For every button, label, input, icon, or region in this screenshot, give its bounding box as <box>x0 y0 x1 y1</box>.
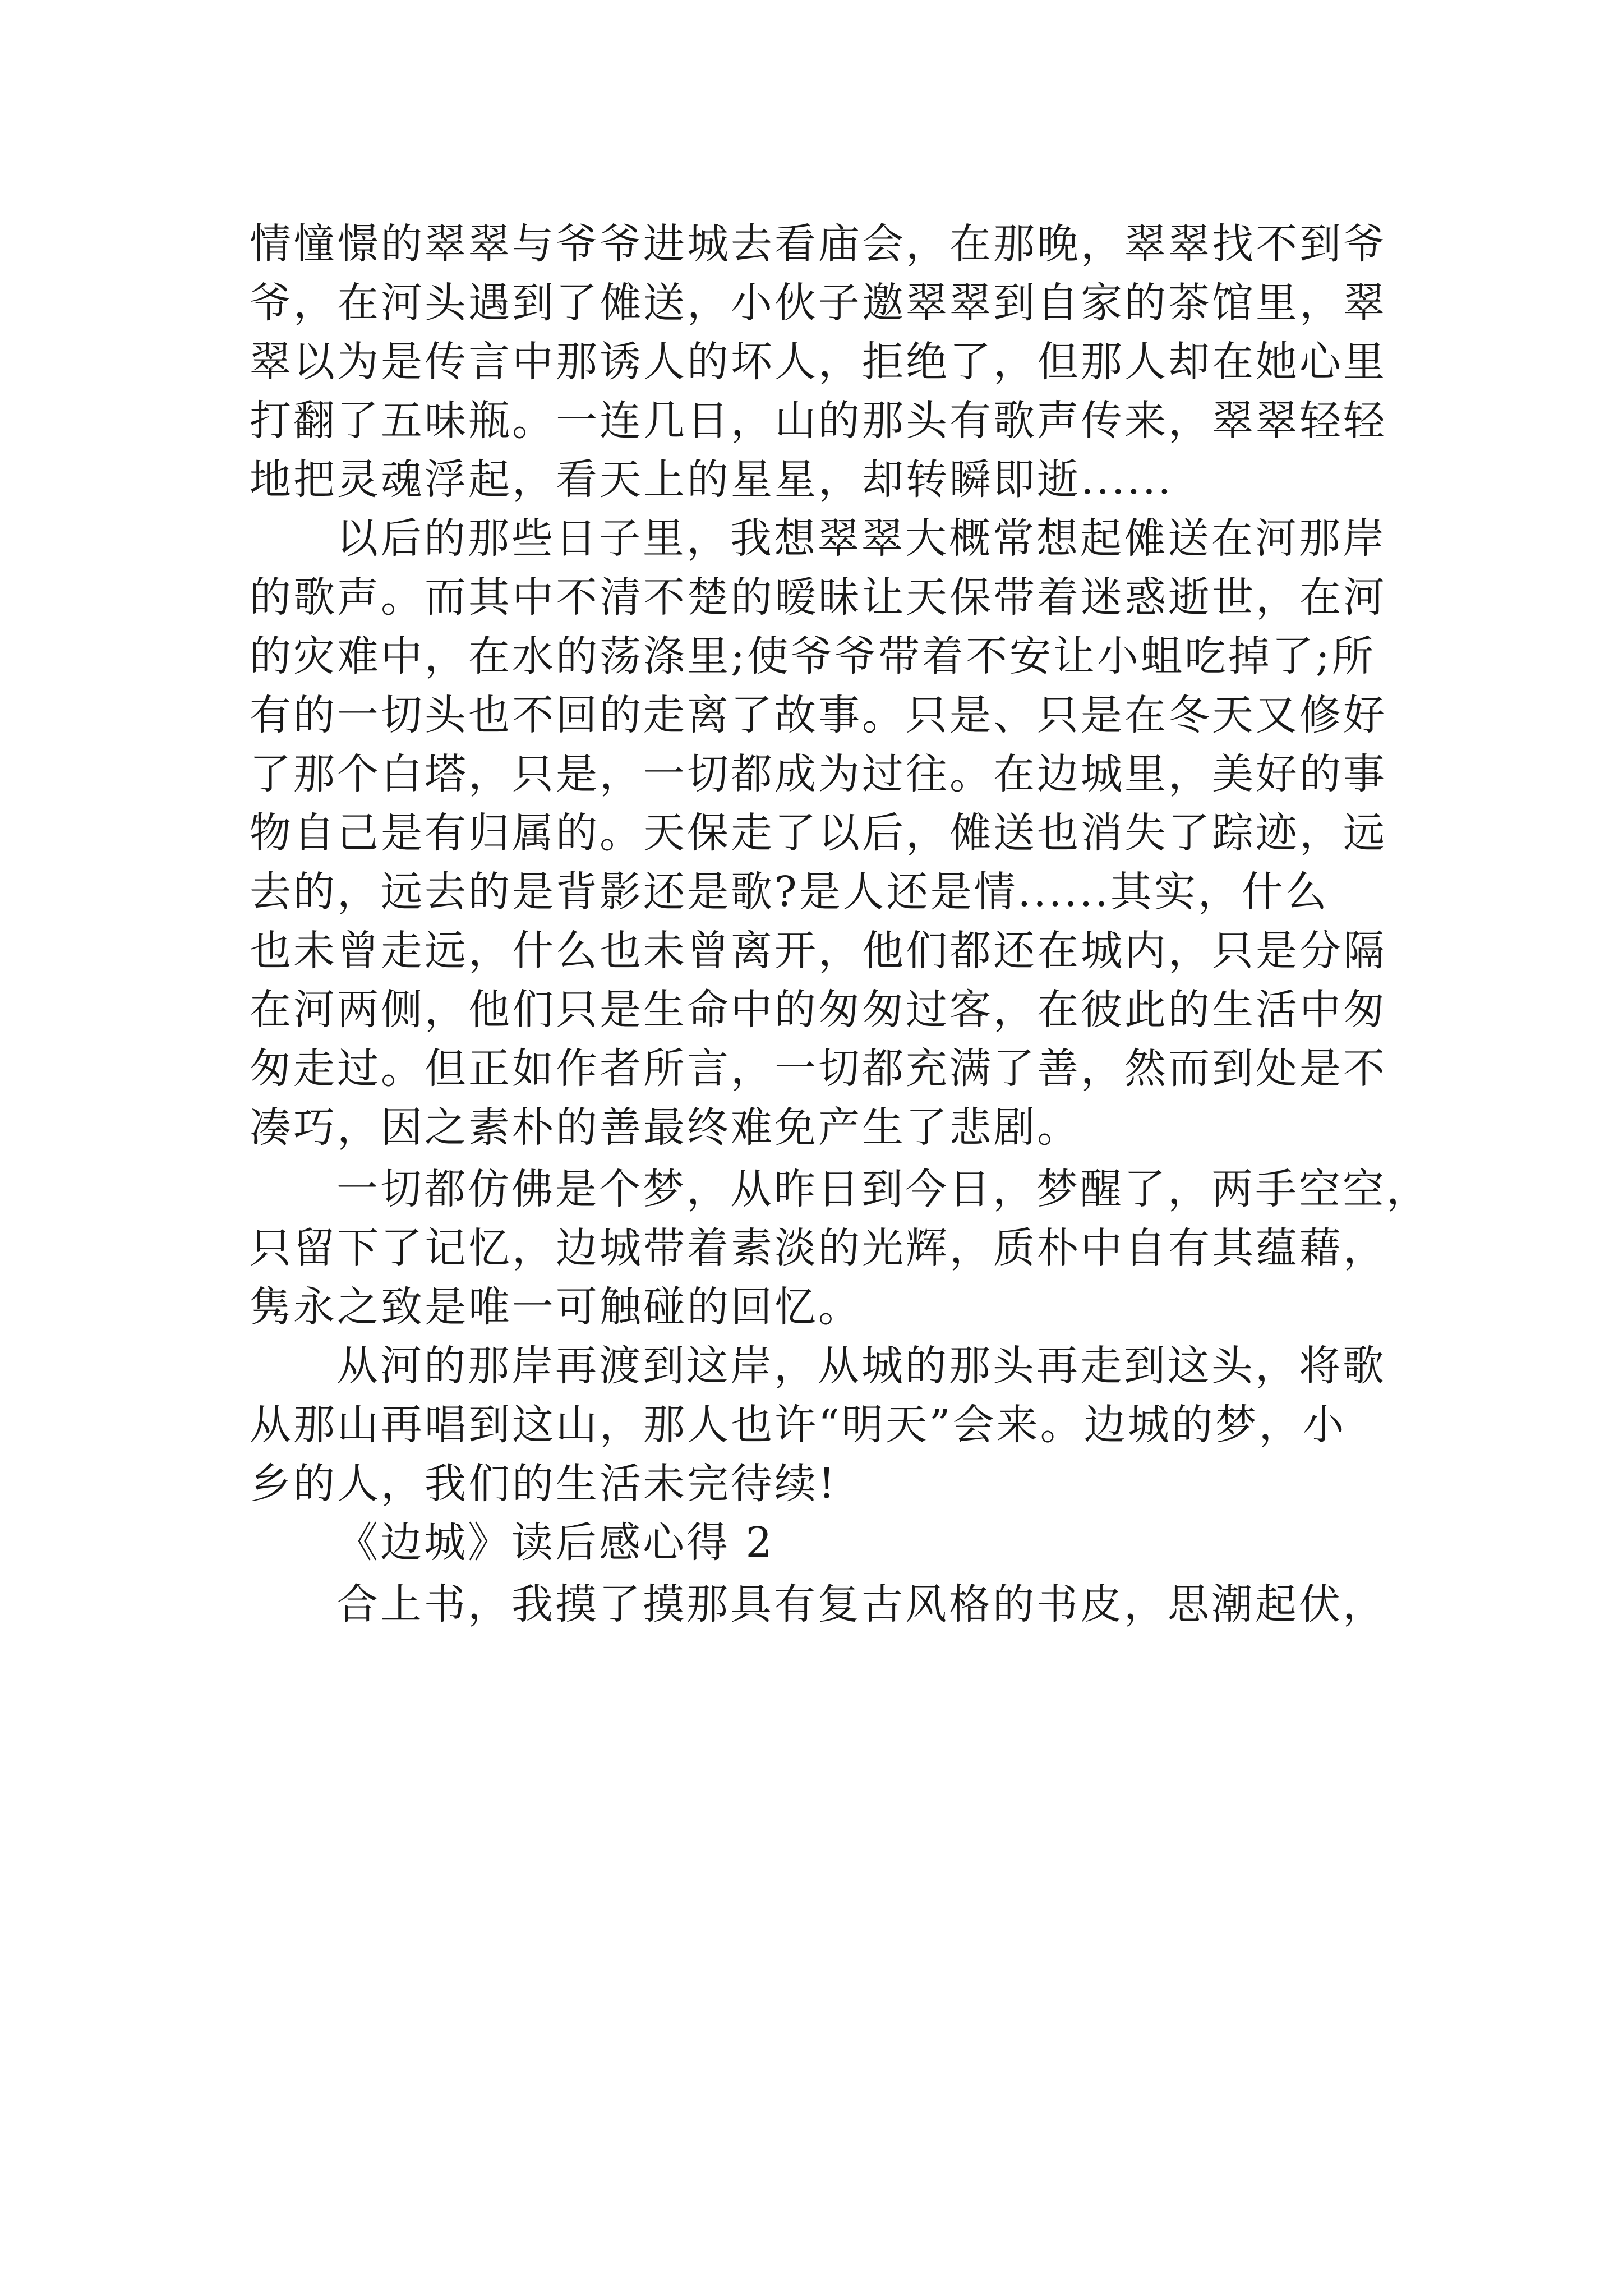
paragraph-2-line-11: 凑巧，因之素朴的善最终难免产生了悲剧。 <box>250 1103 1081 1152</box>
essay-heading: 《边城》读后感心得 2 <box>336 1519 774 1567</box>
paragraph-2-line-9: 在河两侧，他们只是生命中的匆匆过客，在彼此的生活中匆 <box>250 986 1387 1034</box>
paragraph-1-line-2: 爷，在河头遇到了傩送，小伙子邀翠翠到自家的茶馆里，翠 <box>250 279 1387 327</box>
paragraph-2-line-6: 物自己是有归属的。天保走了以后，傩送也消失了踪迹，远 <box>250 809 1387 857</box>
paragraph-1-line-5: 地把灵魂浮起，看天上的星星，却转瞬即逝...... <box>250 455 1174 504</box>
paragraph-2-line-3: 的灾难中，在水的荡涤里;使爷爷带着不安让小蛆吃掉了;所 <box>250 632 1376 680</box>
paragraph-2-line-8: 也未曾走远，什么也未曾离开，他们都还在城内，只是分隔 <box>250 927 1387 975</box>
paragraph-2-line-5: 了那个白塔，只是，一切都成为过往。在边城里，美好的事 <box>250 750 1387 798</box>
paragraph-6-line-1: 合上书，我摸了摸那具有复古风格的书皮，思潮起伏， <box>336 1580 1386 1628</box>
paragraph-1-line-1: 情憧憬的翠翠与爷爷进城去看庙会，在那晚，翠翠找不到爷 <box>250 220 1387 268</box>
paragraph-2-line-2: 的歌声。而其中不清不楚的暧昧让天保带着迷惑逝世，在河 <box>250 573 1387 622</box>
paragraph-3-line-2: 只留下了记忆，边城带着素淡的光辉，质朴中自有其蕴藉， <box>250 1224 1387 1272</box>
paragraph-1-line-4: 打翻了五味瓶。一连几日，山的那头有歌声传来，翠翠轻轻 <box>250 397 1387 445</box>
paragraph-4-line-2: 从那山再唱到这山，那人也许“明天”会来。边城的梦，小 <box>250 1401 1347 1449</box>
paragraph-2-line-7: 去的，远去的是背影还是歌?是人还是情......其实，什么 <box>250 868 1329 916</box>
paragraph-3-line-3: 隽永之致是唯一可触碰的回忆。 <box>250 1283 862 1331</box>
paragraph-2-line-10: 匆走过。但正如作者所言，一切都充满了善，然而到处是不 <box>250 1045 1387 1093</box>
paragraph-4-line-3: 乡的人，我们的生活未完待续! <box>250 1460 837 1508</box>
paragraph-2-line-1: 以后的那些日子里，我想翠翠大概常想起傩送在河那岸 <box>336 514 1386 563</box>
paragraph-3-line-1: 一切都仿佛是个梦，从昨日到今日，梦醒了，两手空空， <box>336 1165 1430 1213</box>
paragraph-4-line-1: 从河的那岸再渡到这岸，从城的那头再走到这头，将歌 <box>336 1342 1386 1390</box>
paragraph-2-line-4: 有的一切头也不回的走离了故事。只是、只是在冬天又修好 <box>250 691 1387 739</box>
paragraph-1-line-3: 翠以为是传言中那诱人的坏人，拒绝了，但那人却在她心里 <box>250 338 1387 386</box>
